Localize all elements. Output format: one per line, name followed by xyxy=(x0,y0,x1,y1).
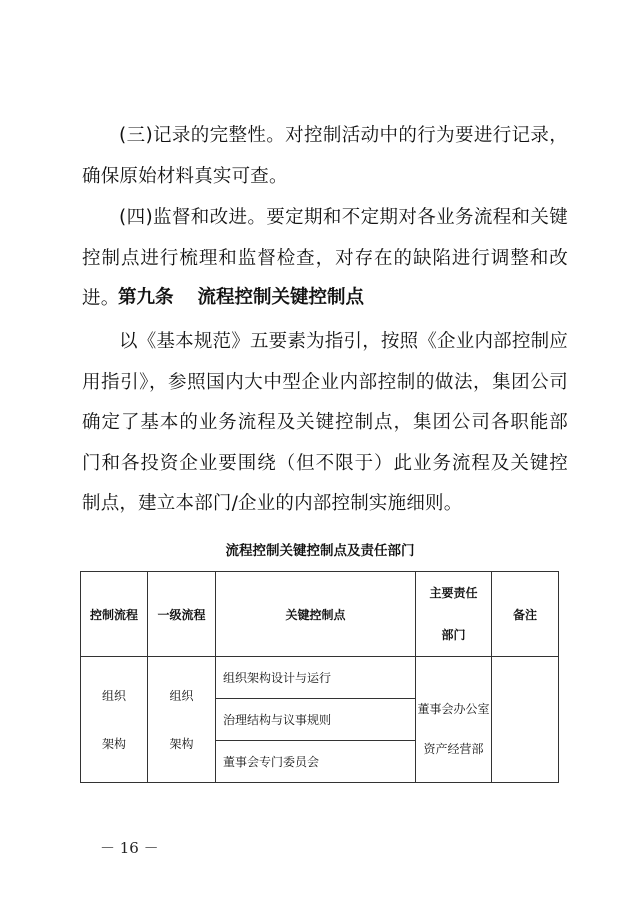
cell-level1-flow xyxy=(148,657,216,783)
header-responsible-dept-line1: 主要责任 xyxy=(429,586,478,600)
paragraph-record-completeness: (三)记录的完整性。对控制活动中的行为要进行记录，确保原始材料真实可查。 xyxy=(82,125,568,187)
table-row xyxy=(81,657,559,699)
cell-control-flow xyxy=(81,657,148,783)
paragraph-key-control-points: 以《基本规范》五要素为指引，按照《企业内部控制应用指引》，参照国内大中型企业内部控制的做法，集团公司确定了基本的业务流程及关键控制点，集团公司各职能部门和各投资企业要围绕（但不限于）此业务流程及关键控制点，建立本部门/企业的内部控制实施细则。 xyxy=(82,331,568,514)
header-responsible-dept xyxy=(416,572,492,657)
paragraph-supervision-improvement: (四)监督和改进。要定期和不定期对各业务流程和关键控制点进行梳理和监督检查，对存在的缺陷进行调整和改进。 xyxy=(82,207,568,309)
cell-dept-line2: 资产经营部 xyxy=(423,741,484,756)
article-heading xyxy=(118,283,364,313)
page-number: － 16 － xyxy=(100,839,159,857)
cell-level1-flow-line2: 架构 xyxy=(169,736,194,751)
cell-dept-line1: 董事会办公室 xyxy=(417,701,490,716)
article-number: 第九条 xyxy=(118,287,174,308)
header-remark: 备注 xyxy=(492,572,559,657)
cell-remark xyxy=(492,657,559,783)
table-title: 流程控制关键控制点及责任部门 xyxy=(225,543,415,559)
cell-key-point: 治理结构与议事规则 xyxy=(216,699,416,741)
control-points-table xyxy=(80,571,559,783)
header-key-control-point: 关键控制点 xyxy=(216,572,416,657)
cell-control-flow-line2: 架构 xyxy=(101,736,126,751)
header-level1-flow: 一级流程 xyxy=(148,572,216,657)
header-control-flow: 控制流程 xyxy=(81,572,148,657)
header-responsible-dept-line2: 部门 xyxy=(441,628,466,642)
article-title: 流程控制关键控制点 xyxy=(197,287,365,308)
cell-responsible-dept xyxy=(416,657,492,783)
cell-key-point: 董事会专门委员会 xyxy=(216,741,416,783)
cell-control-flow-line1: 组织 xyxy=(101,688,126,703)
cell-key-point: 组织架构设计与运行 xyxy=(216,657,416,699)
table-header-row xyxy=(81,572,559,657)
cell-level1-flow-line1: 组织 xyxy=(169,688,194,703)
